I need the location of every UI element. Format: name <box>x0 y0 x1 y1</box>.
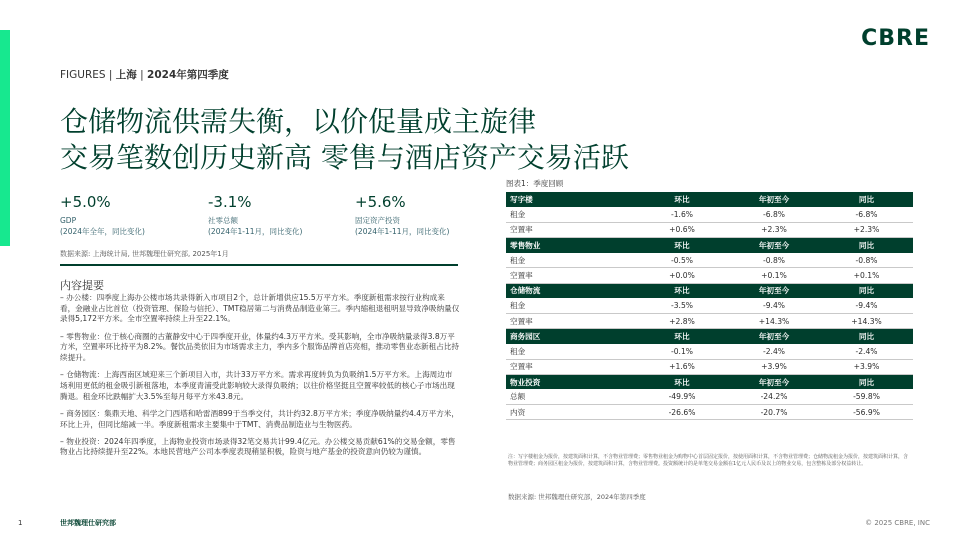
table-cell: +2.8% <box>636 314 728 329</box>
section-name: 商务园区 <box>506 329 636 344</box>
column-header: 同比 <box>820 238 913 253</box>
table-row <box>506 298 913 313</box>
row-label: 租金 <box>506 253 636 268</box>
metric-note: (2024年全年，同比变化) <box>60 227 145 236</box>
table-cell: +0.1% <box>820 268 913 283</box>
table-cell: -0.1% <box>636 344 728 359</box>
section-header-row <box>506 329 913 344</box>
key-metrics <box>60 193 460 241</box>
table-row <box>506 344 913 359</box>
table-cell: -2.4% <box>728 344 820 359</box>
title-line-2: 交易笔数创历史新高 零售与酒店资产交易活跃 <box>60 141 629 174</box>
metrics-source: 数据来源: 上海统计局, 世邦魏理仕研究部, 2025年1月 <box>60 250 229 258</box>
summary-heading: 内容提要 <box>60 279 104 292</box>
metric-name: GDP <box>60 216 77 225</box>
column-header: 环比 <box>636 283 728 298</box>
table-row <box>506 222 913 237</box>
column-header: 年初至今 <box>728 192 820 207</box>
table-cell: +0.1% <box>728 268 820 283</box>
table-cell: +2.3% <box>728 222 820 237</box>
accent-bar <box>0 30 10 246</box>
section-name: 写字楼 <box>506 192 636 207</box>
column-header: 年初至今 <box>728 329 820 344</box>
table-cell: -9.4% <box>728 298 820 313</box>
table-cell: -2.4% <box>820 344 913 359</box>
table-cell: -20.7% <box>728 405 820 420</box>
metric-value: -3.1% <box>208 193 252 211</box>
summary-body <box>60 293 460 465</box>
column-header: 环比 <box>636 374 728 389</box>
table-cell: +14.3% <box>728 314 820 329</box>
column-header: 同比 <box>820 192 913 207</box>
metric-retail-sales <box>208 193 302 237</box>
column-header: 年初至今 <box>728 283 820 298</box>
section-header-row <box>506 283 913 298</box>
table-row <box>506 389 913 404</box>
table-cell: -6.8% <box>820 207 913 222</box>
table-title: 图表1：季度回顾 <box>506 179 564 188</box>
summary-item-logistics: – 仓储物流：上海西南区域迎来三个新项目入市，共计33万平方米。需求再度转负为负吸纳1.5万平方米。上海周边市场利用更低的租金吸引新租落地，本季度青浦受此影响较大录得负吸纳；以往价格坚挺且空置率较低的核心子市场出现腾退。租金环比跌幅扩大3.5%至每月每平方米43.8元。 <box>60 370 455 401</box>
table-cell: +0.0% <box>636 268 728 283</box>
row-label: 总额 <box>506 389 636 404</box>
table-cell: -6.8% <box>728 207 820 222</box>
summary-item-retail: – 零售物业：位于核心商圈的古董静安中心于四季度开业，体量约4.3万平方米。受其影响，全市净吸纳量录得3.8万平方米，空置率环比持平为8.2%。餐饮品类依旧为市场需求主力，季内多个服饰品牌首店亮相，推动零售业态新租占比持续提升。 <box>60 331 459 363</box>
table-cell: +3.9% <box>728 359 820 374</box>
table-cell: -59.8% <box>820 389 913 404</box>
table-cell: -24.2% <box>728 389 820 404</box>
metric-fixed-asset-investment <box>355 193 449 237</box>
column-header: 同比 <box>820 283 913 298</box>
row-label: 空置率 <box>506 222 636 237</box>
row-label: 空置率 <box>506 314 636 329</box>
table-cell: +14.3% <box>820 314 913 329</box>
summary-item-office: – 办公楼：四季度上海办公楼市场共录得新入市项目2个，总计新增供应15.5万平方米。季度新租需求按行业构成来看，金融业占比首位（投资管理、保险与信托）、TMT稳居第二与消费品制造业第三。季内缩租退租明显导致净吸纳量仅录得5,172平方米。全市空置率持续上升至22.1%。 <box>60 293 460 324</box>
column-header: 环比 <box>636 192 728 207</box>
column-header: 同比 <box>820 329 913 344</box>
table-cell: +0.6% <box>636 222 728 237</box>
kicker-prefix: FIGURES <box>60 69 106 81</box>
summary-item-business-park: – 商务园区：集鼎天地、科学之门西塔和哈雷酒899于当季交付，共计约32.8万平方米；季度净吸纳量约4.4万平方米，环比上升，但同比缩减一半。季度新租需求主要集中于TMT、消费品制造业与生物医药。 <box>60 408 459 429</box>
section-name: 物业投资 <box>506 374 636 389</box>
row-label: 租金 <box>506 344 636 359</box>
summary-item-investment: – 物业投资：2024年四季度，上海物业投资市场录得32笔交易共计99.4亿元。办公楼交易贡献61%的交易金额，零售物业占比持续提升至22%。本地民营地产公司本季度表现稍显积极，险资与地产基金的投资意向仍较为谨慎。 <box>60 436 456 457</box>
table-cell: -0.8% <box>728 253 820 268</box>
metric-name: 社零总额 <box>208 216 238 225</box>
table-row <box>506 359 913 374</box>
row-label: 空置率 <box>506 268 636 283</box>
table-source: 数据来源: 世邦魏理仕研究部，2024年第四季度 <box>508 493 646 501</box>
metric-value: +5.6% <box>355 193 406 211</box>
table-cell: -56.9% <box>820 405 913 420</box>
page-number: 1 <box>18 519 23 527</box>
column-header: 环比 <box>636 238 728 253</box>
section-header-row <box>506 192 913 207</box>
row-label: 租金 <box>506 207 636 222</box>
copyright: © 2025 CBRE, INC <box>865 519 930 527</box>
table-cell: +2.3% <box>820 222 913 237</box>
metric-note: (2024年1-11月，同比变化) <box>208 227 303 236</box>
table-cell: -26.6% <box>636 405 728 420</box>
table-row <box>506 314 913 329</box>
title-line-1: 仓储物流供需失衡，以价促量成主旋律 <box>60 105 537 138</box>
table-cell: -9.4% <box>820 298 913 313</box>
table-cell: +1.6% <box>636 359 728 374</box>
table-cell: -1.6% <box>636 207 728 222</box>
page-title <box>60 104 629 176</box>
section-header-row <box>506 374 913 389</box>
kicker-period: 2024年第四季度 <box>147 69 229 81</box>
table-cell: -49.9% <box>636 389 728 404</box>
table-cell: -0.5% <box>636 253 728 268</box>
column-header: 年初至今 <box>728 238 820 253</box>
cbre-logo: CBRE <box>861 26 930 51</box>
row-label: 空置率 <box>506 359 636 374</box>
metric-gdp <box>60 193 145 237</box>
column-header: 环比 <box>636 329 728 344</box>
row-label: 租金 <box>506 298 636 313</box>
table-row <box>506 207 913 222</box>
divider <box>60 264 458 266</box>
metric-note: (2024年1-11月，同比变化) <box>355 227 450 236</box>
table-cell: -0.8% <box>820 253 913 268</box>
table-row <box>506 268 913 283</box>
table-cell: -3.5% <box>636 298 728 313</box>
metric-name: 固定资产投资 <box>355 216 400 225</box>
section-name: 零售物业 <box>506 238 636 253</box>
kicker-city: 上海 <box>115 69 137 81</box>
table-note: 注：写字楼租金为报价，按建筑面积计算，不含物业管理费；零售物业租金为购物中心首层固定报价，按使用面积计算，不含物业管理费；仓储物流租金为报价，按建筑面积计算，含物业管理费；商务园区租金为报价，按建筑面积计算，含物业管理费。投资额统计的是单笔交易金额在1亿元人民币及以上的物业交易，包含整栋及部分权益转让。 <box>508 454 909 467</box>
table-row <box>506 405 913 420</box>
metric-value: +5.0% <box>60 193 111 211</box>
section-header-row <box>506 238 913 253</box>
quarterly-review-table <box>506 192 913 420</box>
footer-org: 世邦魏理仕研究部 <box>60 519 116 527</box>
row-label: 内资 <box>506 405 636 420</box>
table-row <box>506 253 913 268</box>
column-header: 年初至今 <box>728 374 820 389</box>
table-cell: +3.9% <box>820 359 913 374</box>
section-name: 仓储物流 <box>506 283 636 298</box>
column-header: 同比 <box>820 374 913 389</box>
kicker: FIGURES | 上海 | 2024年第四季度 <box>60 69 229 81</box>
